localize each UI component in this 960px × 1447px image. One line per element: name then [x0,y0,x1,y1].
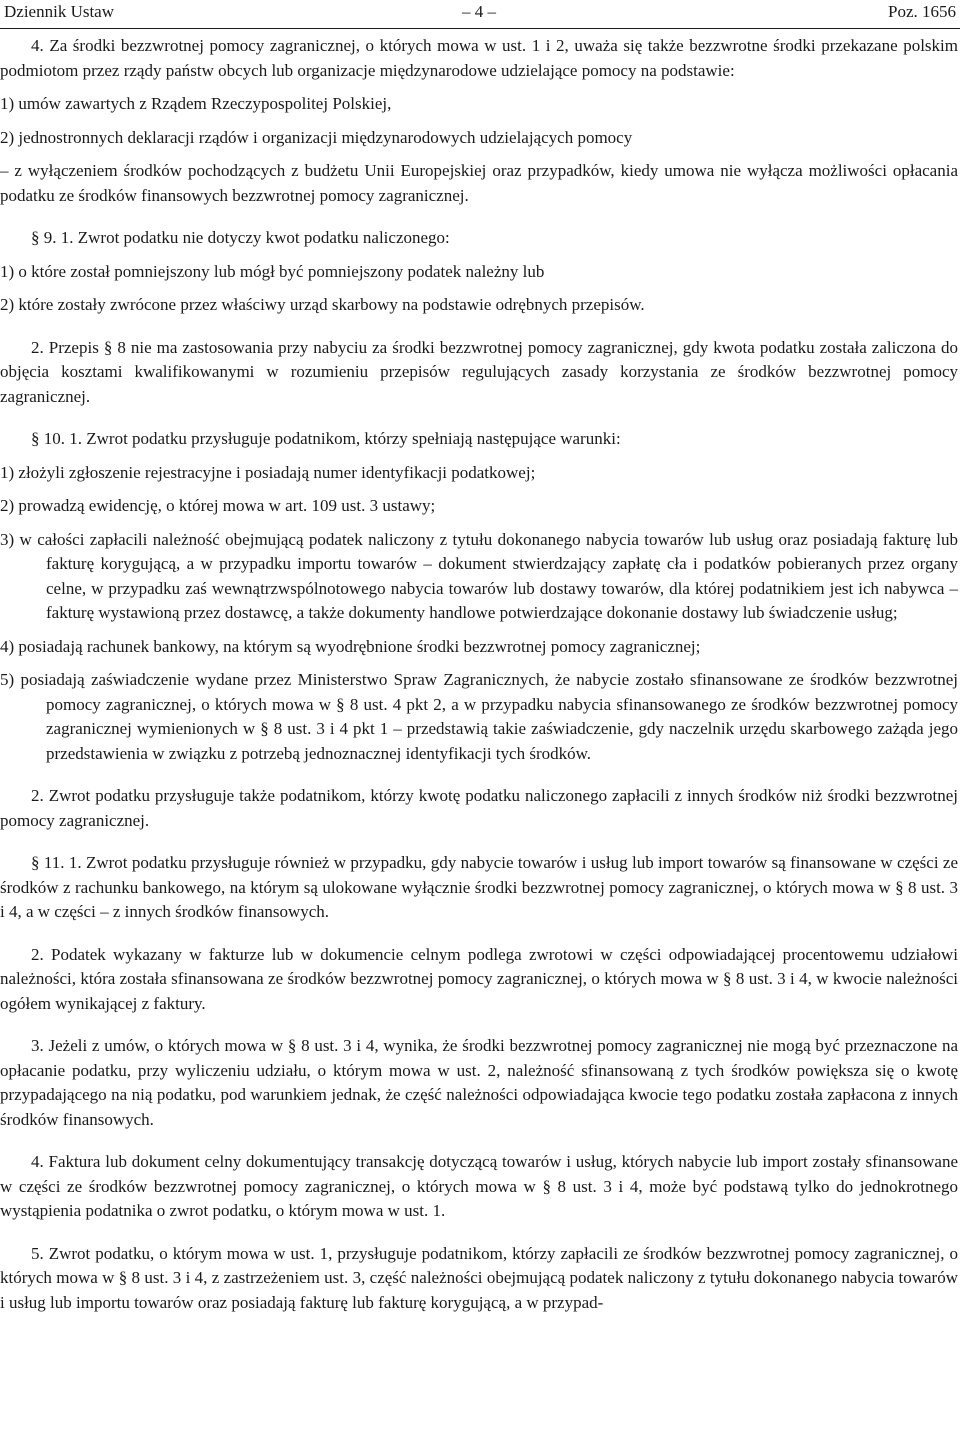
list-item: 2) prowadzą ewidencję, o której mowa w art. 109 ust. 3 ustawy; [0,496,436,515]
list-item: 1) umów zawartych z Rządem Rzeczypospolitej Polskiej, [0,94,392,113]
list-item: 3) w całości zapłacili należność obejmującą podatek naliczony z tytułu dokonanego nabycia towarów lub usług oraz posiadają fakturę lub fakturę korygującą, a w przypadku importu towarów – dokument stwierdzający zapłatę cła i podatków pobieranych przez organy celne, w przypadku zaś wewnątrzwspólnotowego nabycia towarów lub dostawy towarów, dla której podatnikiem jest ich nabywca – fakturę wystawioną przez dostawcę, a także dokumenty handlowe potwierdzające dokonanie dostawy lub świadczenie usług; [0,529,958,622]
list-item: 2) jednostronnych deklaracji rządów i organizacji międzynarodowych udzielających pomocy [0,127,633,147]
list-item: 2) które zostały zwrócone przez właściwy urząd skarbowy na podstawie odrębnych przepisów. [0,295,645,314]
document-body [0,34,958,1315]
list-item: 1) o które został pomniejszony lub mógł być pomniejszony podatek należny lub [0,261,545,281]
position-number: Poz. 1656 [888,2,956,21]
paragraph-11-5: 5. Zwrot podatku, o którym mowa w ust. 1, przysługuje podatnikom, którzy zapłacili ze środków bezzwrotnej pomocy zagranicznej, o których mowa w § 8 ust. 3 i 4, z zastrzeżeniem ust. 3, część należności obejmującą podatek naliczony z tytułu dokonanego nabycia towarów i usług lub importu towarów oraz posiadają fakturę lub fakturę korygującą, a w przypad- [0,1243,958,1312]
list-item: 4) posiadają rachunek bankowy, na którym są wyodrębnione środki bezzwrotnej pomocy zagranicznej; [0,636,701,656]
paragraph-11-2: 2. Podatek wykazany w fakturze lub w dokumencie celnym podlega zwrotowi w części odpowiadającej procentowemu udziałowi należności, która została sfinansowana ze środków bezzwrotnej pomocy zagranicznej, o których mowa w § 8 ust. 3 i 4, w kwocie należności ogółem wynikającej z faktury. [0,944,958,1013]
page-header [0,0,960,26]
paragraph-10-2: 2. Zwrot podatku przysługuje także podatnikom, którzy kwotę podatku naliczonego zapłacili z innych środków niż środki bezzwrotnej pomocy zagranicznej. [0,786,958,830]
paragraph-11-4: 4. Faktura lub dokument celny dokumentujący transakcję dotyczącą towarów i usług, których nabycie lub import zostały sfinansowane w części ze środków bezzwrotnej pomocy zagranicznej, o których mowa w § 8 ust. 3 i 4, może być podstawą tylko do jednokrotnego wystąpienia podatnika o zwrot podatku, o którym mowa w ust. 1. [0,1152,958,1220]
section-10-heading: § 10. 1. Zwrot podatku przysługuje podatnikom, którzy spełniają następujące warunki: [31,429,621,448]
page-number: – 4 – [462,2,496,21]
list-item: 5) posiadają zaświadczenie wydane przez Ministerstwo Spraw Zagranicznych, że nabycie zostało sfinansowane ze środków bezzwrotnej pomocy zagranicznej, o których mowa w § 8 ust. 4 pkt 2, a w przypadku nabycia sfinansowanego ze środków bezzwrotnej pomocy zagranicznej wymienionych w § 8 ust. 3 i 4 pkt 1 – przedstawią takie zaświadczenie, gdy naczelnik urzędu skarbowego zażąda jego przedstawienia w związku z potrzebą jednoznacznej identyfikacji tych środków. [0,670,958,763]
section-11-heading: § 11. 1. Zwrot podatku przysługuje również w przypadku, gdy nabycie towarów i usług lub import towarów są finansowane w części ze środków z rachunku bankowego, na którym są ulokowane wyłącznie środki bezzwrotnej pomocy zagranicznej, o których mowa w § 8 ust. 3 i 4, a w części – z innych środków finansowych. [0,853,958,921]
paragraph-ust-4: 4. Za środki bezzwrotnej pomocy zagranicznej, o których mowa w ust. 1 i 2, uważa się także bezzwrotne środki przekazane polskim podmiotom przez rządy państw obcych lub organizacje międzynarodowe udzielające pomocy na podstawie: [0,36,958,80]
list-item: 1) złożyli zgłoszenie rejestracyjne i posiadają numer identyfikacji podatkowej; [0,462,536,482]
section-9-heading: § 9. 1. Zwrot podatku nie dotyczy kwot podatku naliczonego: [31,228,450,247]
paragraph-exclusion: – z wyłączeniem środków pochodzących z budżetu Unii Europejskiej oraz przypadków, kiedy umowa nie wyłącza możliwości opłacania podatku ze środków finansowych bezzwrotnej pomocy zagranicznej. [0,161,958,205]
journal-title: Dziennik Ustaw [4,2,115,21]
header-rule [0,28,960,29]
paragraph-11-3: 3. Jeżeli z umów, o których mowa w § 8 ust. 3 i 4, wynika, że środki bezzwrotnej pomocy zagranicznej nie mogą być przeznaczone na opłacanie podatku, przy wyliczeniu udziału, o którym mowa w ust. 2, należność sfinansowaną z tych środków powiększa się o kwotę przypadającego na nią podatku, pod warunkiem jednak, że część należności odpowiadająca kwocie tego podatku została zapłacona z innych środków finansowych. [0,1036,958,1129]
paragraph-9-2: 2. Przepis § 8 nie ma zastosowania przy nabyciu za środki bezzwrotnej pomocy zagranicznej, gdy kwota podatku została zaliczona do objęcia kosztami kwalifikowanymi w rozumieniu przepisów regulujących zasady korzystania ze środków bezzwrotnej pomocy zagranicznej. [0,337,958,406]
